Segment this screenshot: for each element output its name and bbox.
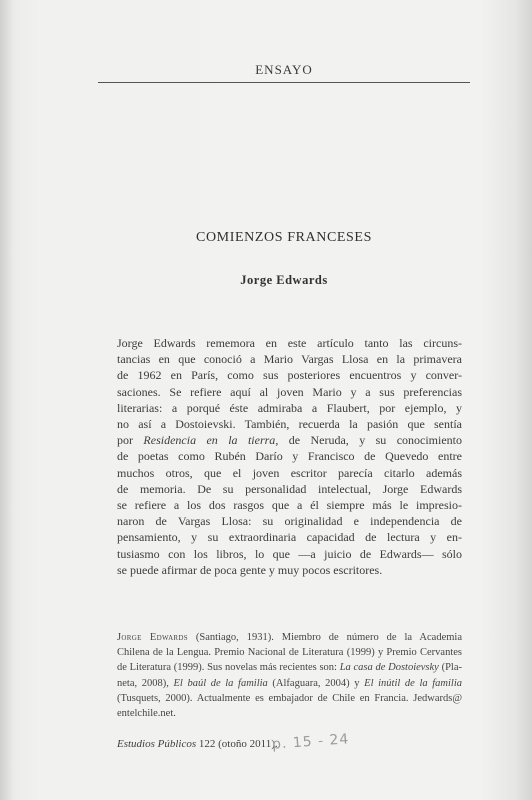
italic-title: El baúl de la familia xyxy=(173,677,268,689)
handwritten-page-note: p. 15 - 24 xyxy=(271,731,350,753)
abstract-line: no así a Dostoievski. También, recuerda la pasión que sentía xyxy=(117,417,462,432)
abstract-line: naron de Vargas Llosa: su originalidad e independencia de xyxy=(117,514,462,529)
journal-name: Estudios Públicos xyxy=(117,738,197,750)
footnote-line: entelchile.net. xyxy=(117,708,176,720)
italic-title: Residencia en la tierra xyxy=(143,433,276,448)
italic-title: El inútil de la familia xyxy=(364,677,462,689)
footnote-line: (Tusquets, 2000). Actualmente es embajador de Chile en Francia. Jedwards@ xyxy=(117,692,462,704)
article-title: COMIENZOS FRANCESES xyxy=(196,230,372,245)
footnote-line: Chilena de la Lengua. Premio Nacional de Literatura (1999) y Premio Cervantes xyxy=(117,647,462,659)
journal-issue: 122 (otoño 2011). xyxy=(196,738,278,750)
footnote-line: Jorge Edwards (Santiago, 1931). Miembro de número de la Academia xyxy=(117,632,462,643)
abstract-line: de poetas como Rubén Darío y Francisco de Quevedo entre xyxy=(117,449,462,464)
italic-title: La casa de Dostoievsky xyxy=(339,662,439,674)
abstract-paragraph xyxy=(117,335,462,578)
footnote-line: neta, 2008), El baúl de la familia (Alfaguara, 2004) y El inútil de la familia xyxy=(117,677,462,689)
abstract-line: se refiere a los dos rasgos que a él siempre más le impresio- xyxy=(117,498,462,513)
abstract-line: se puede afirmar de poca gente y muy pocos escritores. xyxy=(117,562,383,577)
abstract-line: muchos otros, que el joven escritor parecía citarlo además xyxy=(117,465,462,480)
abstract-line: de 1962 en París, como sus posteriores encuentros y conver- xyxy=(117,368,462,383)
abstract-line: Jorge Edwards rememora en este artículo tanto las circuns- xyxy=(117,336,462,350)
page-footer xyxy=(117,738,278,750)
abstract-line: de memoria. De su personalidad intelectual, Jorge Edwards xyxy=(117,481,462,496)
abstract-line: por Residencia en la tierra, de Neruda, y su conocimiento xyxy=(117,433,463,448)
running-head: ENSAYO xyxy=(255,62,313,77)
footnote-author-name: Jorge Edwards xyxy=(117,632,188,643)
abstract-line: tancias en que conoció a Mario Vargas Llosa en la primavera xyxy=(117,352,462,367)
footnote-line: de Literatura (1999). Sus novelas más recientes son: La casa de Dostoievsky (Pla- xyxy=(117,662,462,674)
abstract-line: saciones. Se refiere aquí al joven Mario y a sus preferencias xyxy=(117,384,462,399)
author-footnote xyxy=(117,630,462,721)
article-author: Jorge Edwards xyxy=(240,273,328,287)
abstract-line: tusiasmo con los libros, lo que —a juicio de Edwards— sólo xyxy=(117,546,462,561)
abstract-line: literarias: a porqué éste admiraba a Flaubert, por ejemplo, y xyxy=(117,400,462,415)
header-rule xyxy=(98,82,470,83)
abstract-line: pensamiento, y su extraordinaria capacidad de lectura y en- xyxy=(117,530,462,545)
